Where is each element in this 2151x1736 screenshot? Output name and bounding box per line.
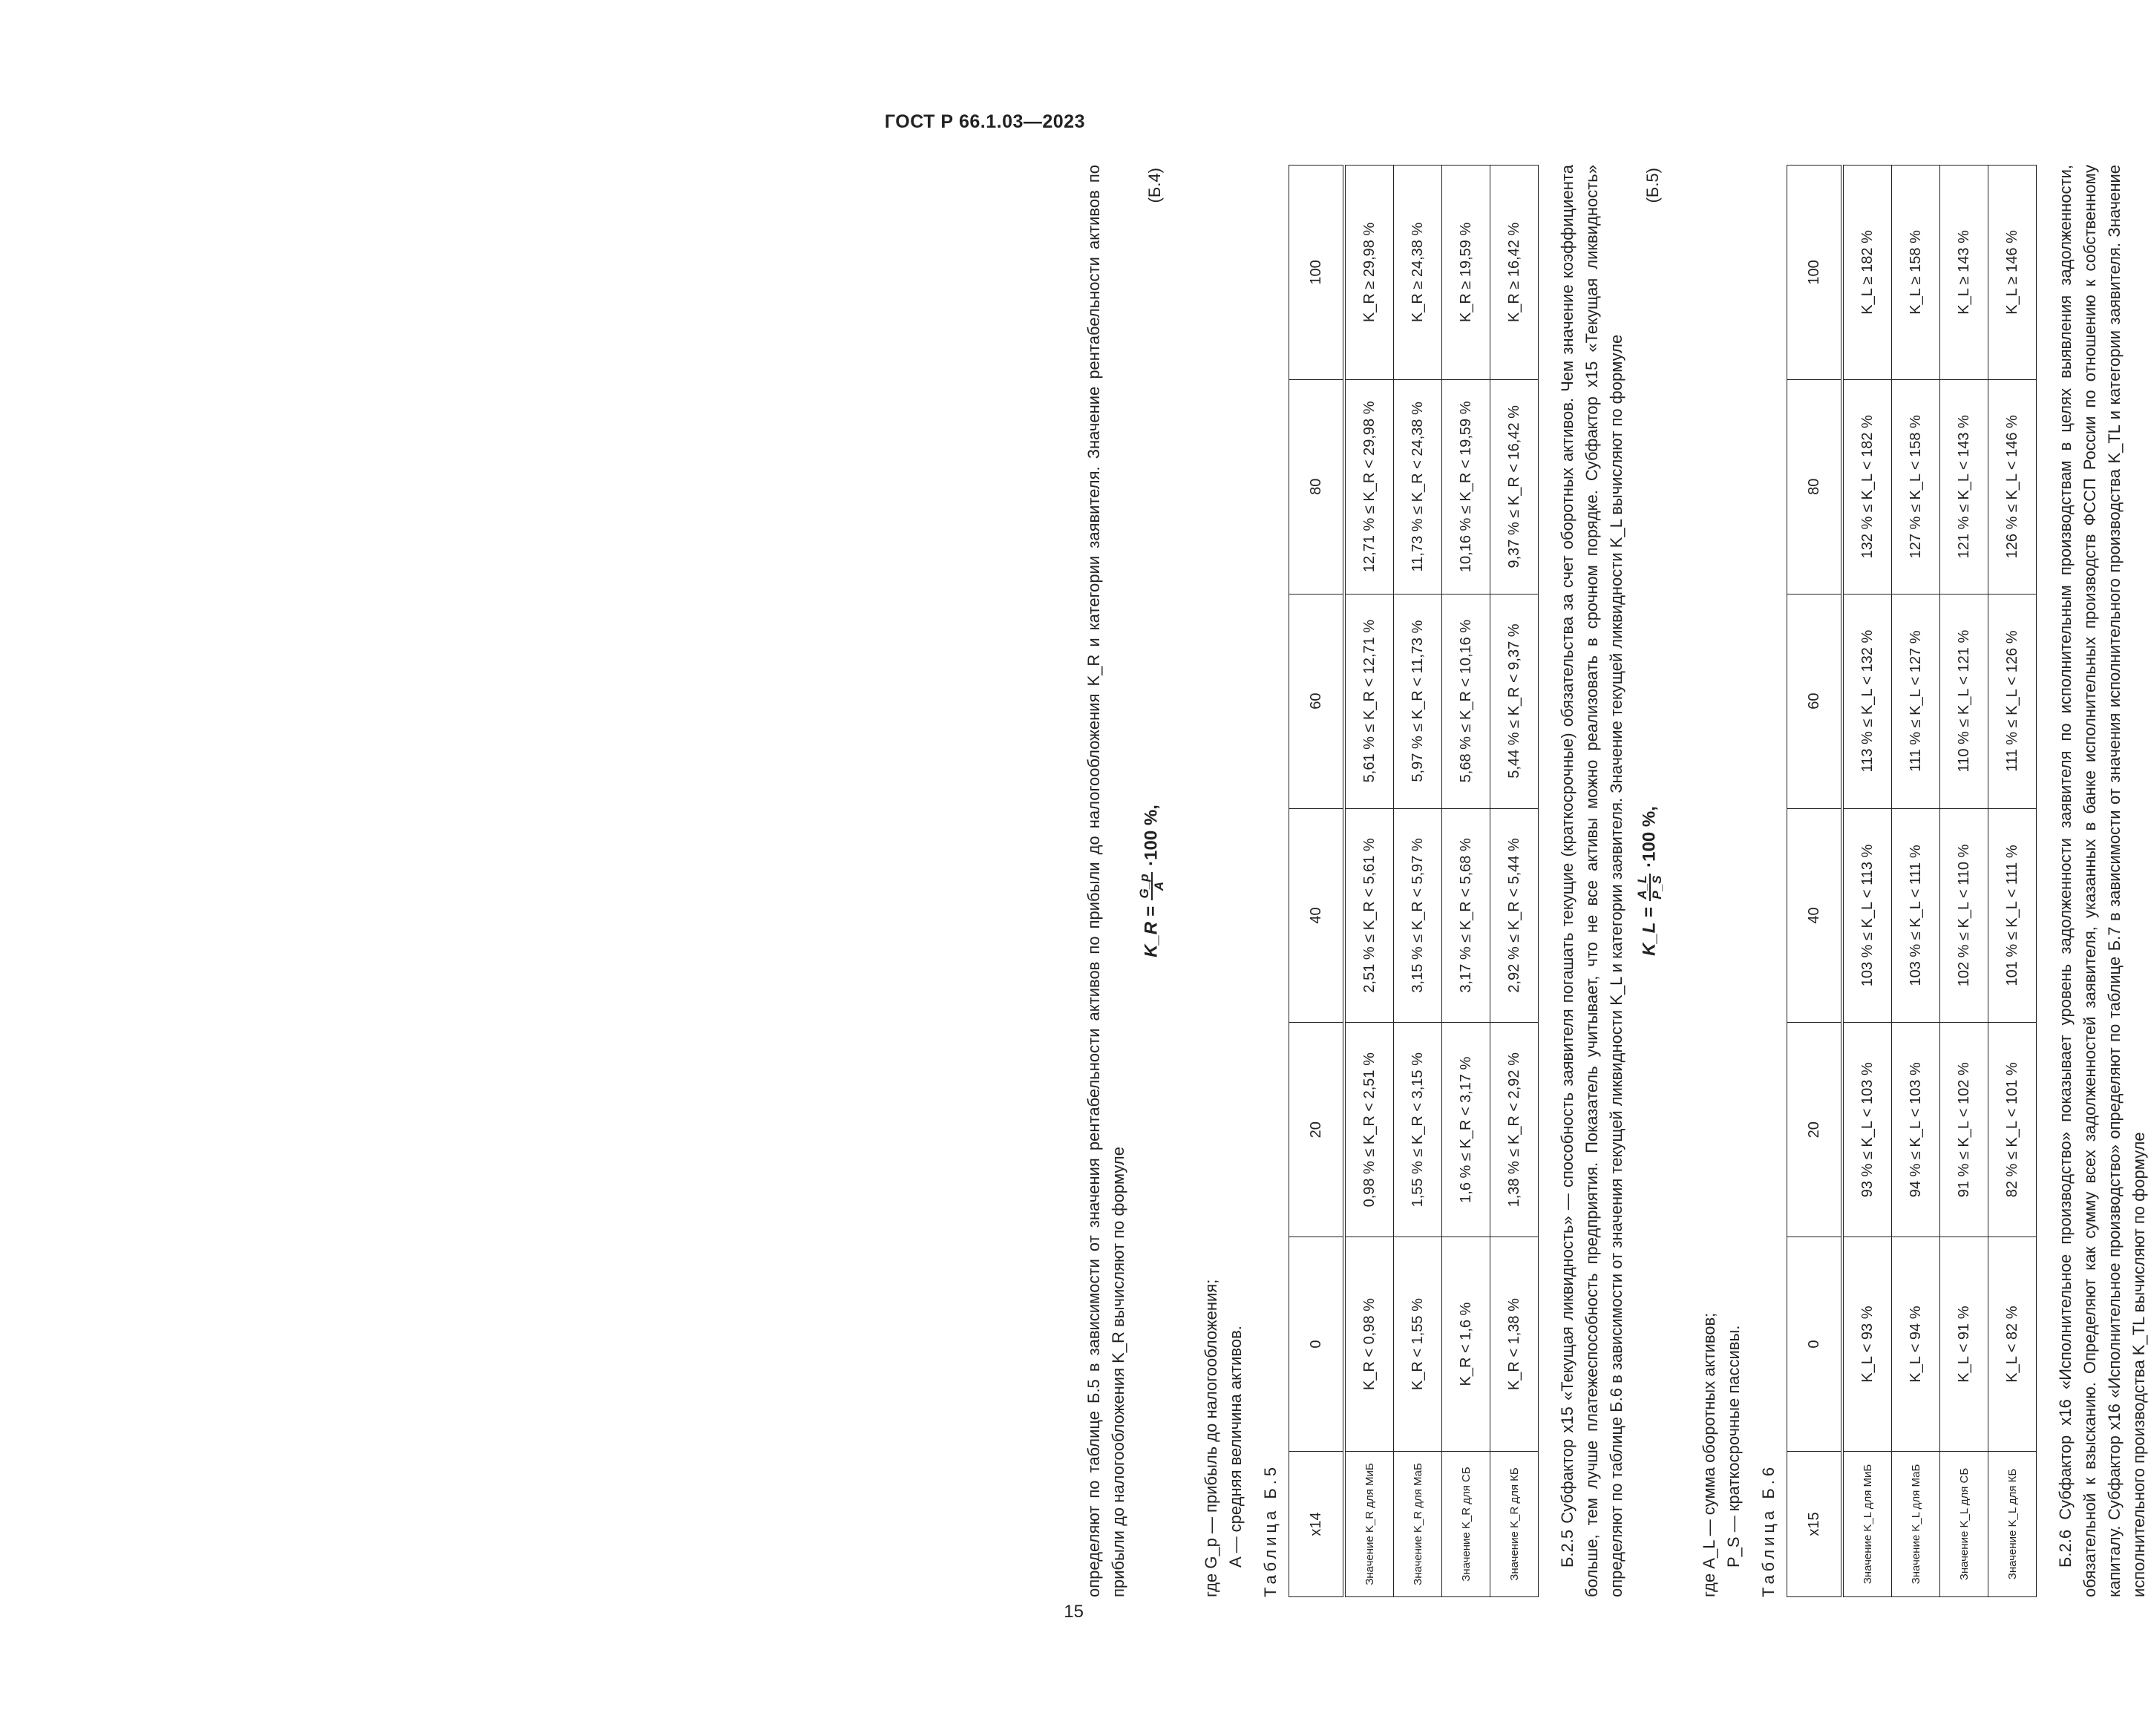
where-b5-def-1 xyxy=(1697,165,1721,1597)
table-cell: 101 % ≤ K_L < 111 % xyxy=(1988,808,2037,1023)
table-row xyxy=(1442,166,1490,1597)
table-b5-header-cell: 0 xyxy=(1289,1237,1345,1452)
formula-b5 xyxy=(1628,165,1680,1597)
where-b4-def-1-text: G_p — прибыль до налогообложения; xyxy=(1202,1279,1220,1569)
table-b6 xyxy=(1787,165,2037,1597)
where-b5-def-2: P_S — краткосрочные пассивы. xyxy=(1724,1325,1743,1568)
table-cell: K_R < 1,38 % xyxy=(1490,1237,1539,1452)
table-row xyxy=(1940,166,1988,1597)
table-cell: K_R ≥ 19,59 % xyxy=(1442,166,1490,380)
table-cell: 12,71 % ≤ K_R < 29,98 % xyxy=(1344,379,1394,594)
formula-b5-fraction xyxy=(1636,874,1664,901)
table-b5-header-cell: 20 xyxy=(1289,1023,1345,1237)
table-row xyxy=(1988,166,2037,1597)
table-cell: 126 % ≤ K_L < 146 % xyxy=(1988,379,2037,594)
formula-b4-fraction xyxy=(1138,872,1166,900)
table-cell: K_L < 93 % xyxy=(1842,1237,1892,1452)
table-row-label: Значение K_R для КБ xyxy=(1490,1452,1539,1597)
table-cell: K_R ≥ 24,38 % xyxy=(1394,166,1442,380)
document-header: ГОСТ Р 66.1.03—2023 xyxy=(884,111,1085,132)
table-cell: 94 % ≤ K_L < 103 % xyxy=(1892,1023,1940,1237)
table-b6-header-cell: 100 xyxy=(1787,166,1843,380)
paragraph-b26: Б.2.6 Субфактор x16 «Исполнительное производство» показывает уровень задолженности заявителя по исполнительным производствам в целях выявления задолженности, обязательной к взысканию. Определяют как сумму всех задолженностей заявителя, указанных в банке исполнительных производств ФССП России по отношению к собственному капиталу. Субфактор x16 «Исполнительное производство» определяют по таблице Б.7 в зависимости от значения исполнительного производства K_TL и категории заявителя. Значение исполнительного производства K_TL вычисляют по формуле xyxy=(2056,165,2148,1597)
table-cell: 121 % ≤ K_L < 143 % xyxy=(1940,379,1988,594)
table-cell: 103 % ≤ K_L < 113 % xyxy=(1842,808,1892,1023)
rotated-page-content xyxy=(1081,165,2148,1597)
table-cell: 9,37 % ≤ K_R < 16,42 % xyxy=(1490,379,1539,594)
table-cell: 3,17 % ≤ K_R < 5,68 % xyxy=(1442,808,1490,1023)
table-row-label: Значение K_R для СБ xyxy=(1442,1452,1490,1597)
table-row xyxy=(1842,166,1892,1597)
table-cell: 102 % ≤ K_L < 110 % xyxy=(1940,808,1988,1023)
table-b6-header-cell: x15 xyxy=(1787,1452,1843,1597)
formula-b5-lhs: K_L = xyxy=(1639,907,1660,956)
where-b5-def-1-text: A_L — сумма оборотных активов; xyxy=(1700,1312,1718,1569)
formula-b4-number: (Б.4) xyxy=(1145,168,1164,203)
table-row-label: Значение K_R для МаБ xyxy=(1394,1452,1442,1597)
table-b6-header-cell: 40 xyxy=(1787,808,1843,1023)
table-cell: 91 % ≤ K_L < 102 % xyxy=(1940,1023,1988,1237)
where-b5 xyxy=(1697,165,1746,1597)
paragraph-b25: Б.2.5 Субфактор x15 «Текущая ликвидность» — способность заявителя погашать текущие (краткосрочные) обязательства за счет оборотных активов. Чем значение коэффициента больше, тем лучше платежеспособность предприятия. Показатель учитывает, что не все активы можно реализовать в срочном порядке. Субфактор x15 «Текущая ликвидность» определяют по таблице Б.6 в зависимости от значения текущей ликвидности K_L и категории заявителя. Значение текущей ликвидности K_L вычисляют по формуле xyxy=(1558,165,1625,1597)
table-row xyxy=(1490,166,1539,1597)
table-cell: 111 % ≤ K_L < 126 % xyxy=(1988,594,2037,808)
table-cell: 5,97 % ≤ K_R < 11,73 % xyxy=(1394,594,1442,808)
table-cell: 82 % ≤ K_L < 101 % xyxy=(1988,1023,2037,1237)
table-cell: 11,73 % ≤ K_R < 24,38 % xyxy=(1394,379,1442,594)
where-b4 xyxy=(1199,165,1248,1597)
table-cell: K_L ≥ 143 % xyxy=(1940,166,1988,380)
formula-b4-tail: ·100 %, xyxy=(1141,805,1162,866)
formula-b5-denominator: P_S xyxy=(1650,875,1664,900)
where-b4-def-1 xyxy=(1199,165,1223,1597)
table-cell: 1,38 % ≤ K_R < 2,92 % xyxy=(1490,1023,1539,1237)
table-cell: 127 % ≤ K_L < 158 % xyxy=(1892,379,1940,594)
table-cell: 2,92 % ≤ K_R < 5,44 % xyxy=(1490,808,1539,1023)
where-b4-def-2: A — средняя величина активов. xyxy=(1226,1326,1245,1568)
table-row xyxy=(1394,166,1442,1597)
table-b5-header-cell: 80 xyxy=(1289,379,1345,594)
where-b4-lead: где xyxy=(1202,1573,1220,1597)
table-b6-header-cell: 80 xyxy=(1787,379,1843,594)
table-cell: 111 % ≤ K_L < 127 % xyxy=(1892,594,1940,808)
table-b6-caption: Таблица Б.6 xyxy=(1759,1463,1778,1597)
table-cell: K_L ≥ 146 % xyxy=(1988,166,2037,380)
formula-b4-denominator: A xyxy=(1152,881,1166,891)
table-cell: 2,51 % ≤ K_R < 5,61 % xyxy=(1344,808,1394,1023)
table-row-label: Значение K_L для МиБ xyxy=(1842,1452,1892,1597)
table-row xyxy=(1892,166,1940,1597)
table-cell: K_R ≥ 16,42 % xyxy=(1490,166,1539,380)
intro-paragraph: определяют по таблице Б.5 в зависимости от значения рентабельности активов по прибыли до налогообложения K_R и категории заявителя. Значение рентабельности активов по прибыли до налогообложения K_R вычисляют по формуле xyxy=(1084,165,1127,1597)
page-number: 15 xyxy=(1064,1602,1084,1622)
table-cell: 132 % ≤ K_L < 182 % xyxy=(1842,379,1892,594)
table-cell: 5,68 % ≤ K_R < 10,16 % xyxy=(1442,594,1490,808)
table-b5-header-cell: 100 xyxy=(1289,166,1345,380)
table-cell: 113 % ≤ K_L < 132 % xyxy=(1842,594,1892,808)
table-b6-header-cell: 0 xyxy=(1787,1237,1843,1452)
table-b6-header-row xyxy=(1787,166,1843,1597)
formula-b4-numerator: G_p xyxy=(1137,874,1151,899)
table-cell: K_R ≥ 29,98 % xyxy=(1344,166,1394,380)
table-cell: 3,15 % ≤ K_R < 5,97 % xyxy=(1394,808,1442,1023)
formula-b5-numerator: A_L xyxy=(1636,874,1651,901)
table-b5-header-cell: x14 xyxy=(1289,1452,1345,1597)
table-cell: K_L < 82 % xyxy=(1988,1237,2037,1452)
table-b6-header-cell: 60 xyxy=(1787,594,1843,808)
table-b5-header-cell: 60 xyxy=(1289,594,1345,808)
table-cell: K_L ≥ 158 % xyxy=(1892,166,1940,380)
table-row-label: Значение K_L для СБ xyxy=(1940,1452,1988,1597)
table-b5-header-row xyxy=(1289,166,1345,1597)
table-cell: K_R < 1,6 % xyxy=(1442,1237,1490,1452)
table-b5-header-cell: 40 xyxy=(1289,808,1345,1023)
table-cell: 1,55 % ≤ K_R < 3,15 % xyxy=(1394,1023,1442,1237)
table-row-label: Значение K_L для МаБ xyxy=(1892,1452,1940,1597)
table-row xyxy=(1344,166,1394,1597)
table-cell: K_L < 94 % xyxy=(1892,1237,1940,1452)
where-b5-lead: где xyxy=(1700,1573,1718,1597)
table-cell: 10,16 % ≤ K_R < 19,59 % xyxy=(1442,379,1490,594)
table-cell: 0,98 % ≤ K_R < 2,51 % xyxy=(1344,1023,1394,1237)
table-cell: K_R < 0,98 % xyxy=(1344,1237,1394,1452)
table-b6-header-cell: 20 xyxy=(1787,1023,1843,1237)
formula-b5-tail: ·100 %, xyxy=(1639,806,1660,868)
table-cell: 1,6 % ≤ K_R < 3,17 % xyxy=(1442,1023,1490,1237)
table-cell: 5,44 % ≤ K_R < 9,37 % xyxy=(1490,594,1539,808)
table-row-label: Значение K_R для МиБ xyxy=(1344,1452,1394,1597)
table-cell: K_L < 91 % xyxy=(1940,1237,1988,1452)
table-row-label: Значение K_L для КБ xyxy=(1988,1452,2037,1597)
table-cell: 110 % ≤ K_L < 121 % xyxy=(1940,594,1988,808)
table-cell: K_R < 1,55 % xyxy=(1394,1237,1442,1452)
table-cell: 103 % ≤ K_L < 111 % xyxy=(1892,808,1940,1023)
table-b5 xyxy=(1289,165,1539,1597)
formula-b4 xyxy=(1130,165,1182,1597)
table-cell: 5,61 % ≤ K_R < 12,71 % xyxy=(1344,594,1394,808)
formula-b4-lhs: K_R = xyxy=(1141,906,1162,957)
formula-b5-number: (Б.5) xyxy=(1643,168,1662,203)
table-cell: 93 % ≤ K_L < 103 % xyxy=(1842,1023,1892,1237)
table-cell: K_L ≥ 182 % xyxy=(1842,166,1892,380)
table-b5-caption: Таблица Б.5 xyxy=(1261,1463,1280,1597)
